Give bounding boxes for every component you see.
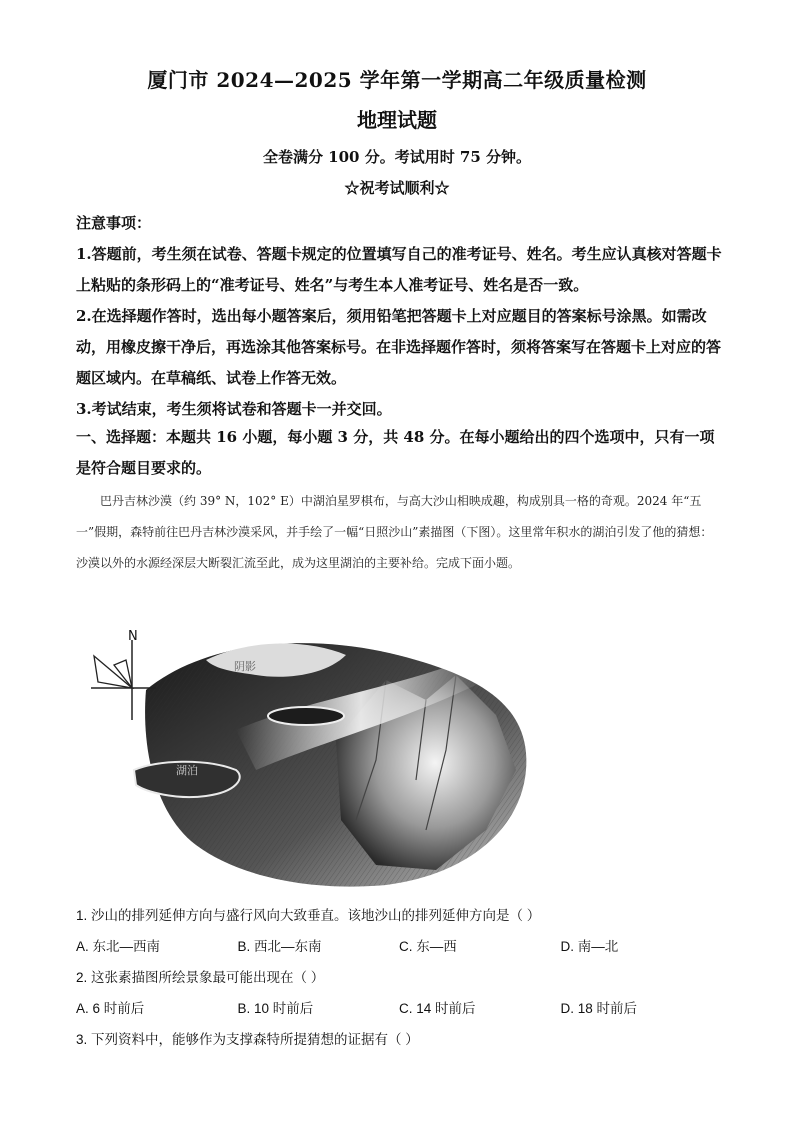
question-1-stem: 1. 沙山的排列延伸方向与盛行风向大致垂直。该地沙山的排列延伸方向是（ ） bbox=[76, 908, 541, 923]
option-c: C. 14 时前后 bbox=[399, 1001, 476, 1016]
sand-dune-sketch-figure bbox=[86, 620, 536, 892]
upper-lake bbox=[268, 707, 344, 725]
question-2-options bbox=[76, 993, 722, 1024]
section-heading-block bbox=[76, 422, 722, 484]
north-label: N bbox=[128, 629, 138, 644]
note-item-3: 3.考试结束，考生须将试卷和答题卡一并交回。 bbox=[76, 400, 392, 418]
lake-label: 湖泊 bbox=[176, 764, 198, 777]
notes-block bbox=[76, 208, 722, 425]
score-info: 全卷满分 100 分。考试用时 75 分钟。 bbox=[262, 148, 532, 166]
notes-heading: 注意事项： bbox=[76, 214, 152, 232]
question-3-stem: 3. 下列资料中，能够作为支撑森特所提猜想的证据有（ ） bbox=[76, 1032, 419, 1047]
good-luck-line: ☆祝考试顺利☆ bbox=[344, 179, 450, 197]
option-b: B. 10 时前后 bbox=[237, 1001, 314, 1016]
exam-title: 厦门市 2024—2025 学年第一学期高二年级质量检测 bbox=[147, 68, 647, 92]
question-2-stem: 2. 这张素描图所绘景象最可能出现在（ ） bbox=[76, 970, 325, 985]
shadow-label: 阴影 bbox=[234, 660, 256, 673]
material-text: 巴丹吉林沙漠（约 39° N，102° E）中湖泊星罗棋布，与高大沙山相映成趣，构成别具一格的奇观。2024 年“五一”假期，森特前往巴丹吉林沙漠采风，并手绘了一幅“日照沙山”素描图（下图）。这里常年积水的湖泊引发了他的猜想：沙漠以外的水源经深层大断裂汇流至此，成为这里湖泊的主要补给。完成下面小题。 bbox=[76, 494, 713, 570]
section-heading: 一、选择题：本题共 16 小题，每小题 3 分，共 48 分。在每小题给出的四个选项中，只有一项是符合题目要求的。 bbox=[76, 428, 715, 477]
option-c: C. 东—西 bbox=[399, 939, 457, 954]
question-list bbox=[76, 900, 722, 1055]
question-1-options bbox=[76, 931, 722, 962]
option-d: D. 18 时前后 bbox=[560, 1001, 638, 1016]
option-b: B. 西北—东南 bbox=[237, 939, 322, 954]
sketch-illustration bbox=[86, 620, 536, 892]
option-a: A. 东北—西南 bbox=[76, 939, 161, 954]
option-a: A. 6 时前后 bbox=[76, 1001, 145, 1016]
reading-material bbox=[76, 486, 722, 579]
option-d: D. 南—北 bbox=[560, 939, 619, 954]
note-item-1: 1.答题前，考生须在试卷、答题卡规定的位置填写自己的准考证号、姓名。考生应认真核对答题卡上粘贴的条形码上的“准考证号、姓名”与考生本人准考证号、姓名是否一致。 bbox=[76, 245, 722, 294]
note-item-2: 2.在选择题作答时，选出每小题答案后，须用铅笔把答题卡上对应题目的答案标号涂黑。如需改动，用橡皮擦干净后，再选涂其他答案标号。在非选择题作答时，须将答案写在答题卡上对应的答题区域内。在草稿纸、试卷上作答无效。 bbox=[76, 307, 722, 387]
subject-title: 地理试题 bbox=[357, 108, 437, 132]
